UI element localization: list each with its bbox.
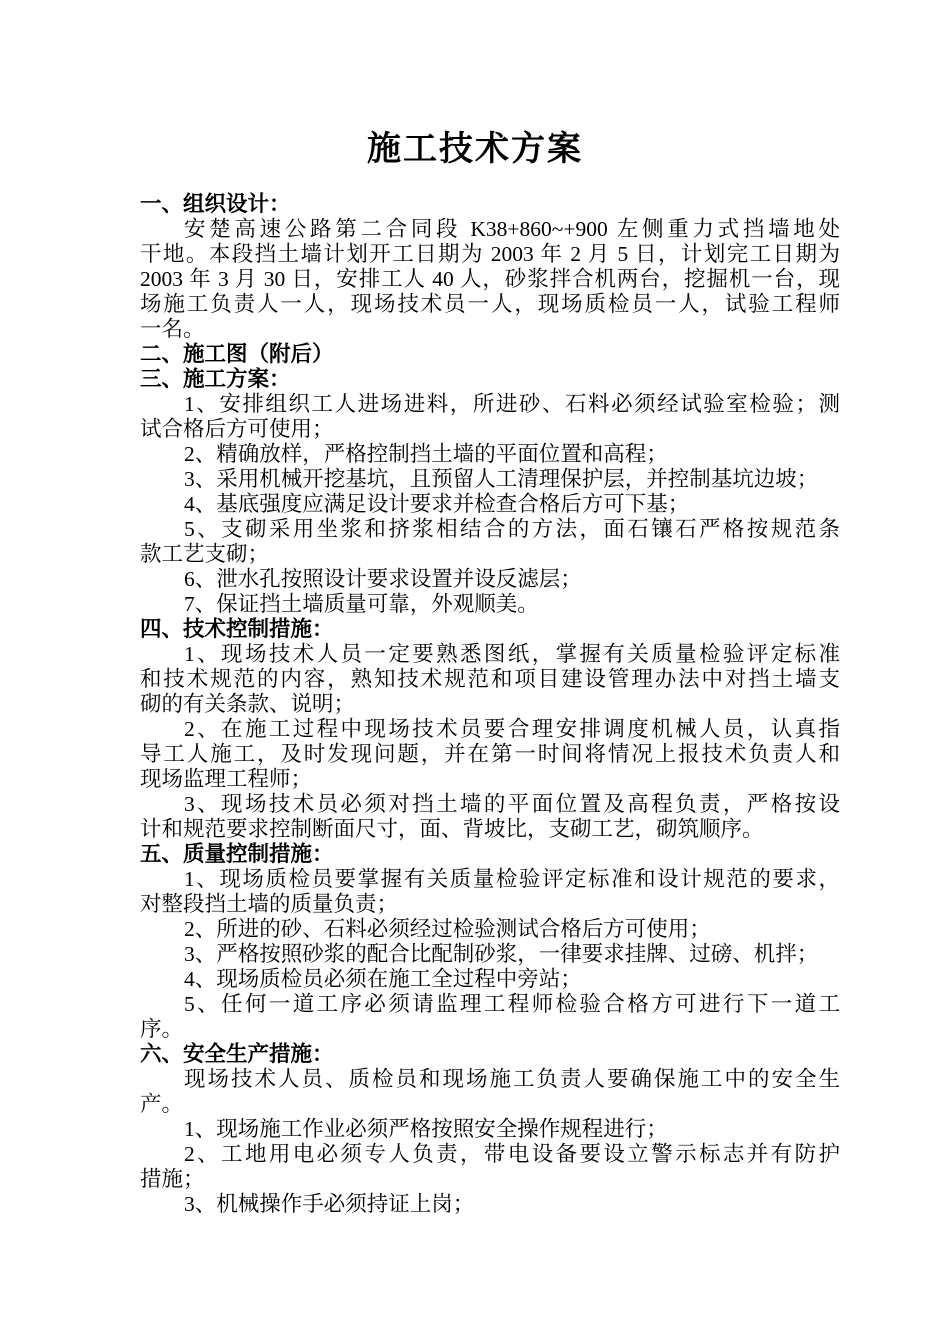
section-heading: 二、施工图（附后） bbox=[140, 342, 334, 366]
paragraph bbox=[140, 942, 840, 967]
text-line: 现场技术人员、质检员和现场施工负责人要确保施工中的安全生 bbox=[184, 1067, 840, 1091]
text-line: 1、现场技术人员一定要熟悉图纸，掌握有关质量检验评定标准 bbox=[184, 642, 840, 666]
text-line: 2003 年 3 月 30 日，安排工人 40 人，砂浆拌合机两台，挖掘机一台，现 bbox=[140, 267, 840, 291]
paragraph bbox=[140, 442, 840, 467]
text-line: 措施； bbox=[140, 1167, 205, 1191]
section-heading: 五、质量控制措施： bbox=[140, 842, 334, 866]
paragraph bbox=[140, 1192, 840, 1217]
paragraph bbox=[140, 867, 840, 917]
text-line: 安楚高速公路第二合同段 K38+860~+900 左侧重力式挡墙地处 bbox=[184, 217, 840, 241]
text-line: 导工人施工，及时发现问题，并在第一时间将情况上报技术负责人和 bbox=[140, 742, 840, 766]
document-body bbox=[140, 192, 840, 1217]
text-line: 一名。 bbox=[140, 317, 205, 341]
text-line: 1、安排组织工人进场进料，所进砂、石料必须经试验室检验；测 bbox=[184, 392, 840, 416]
text-line: 5、任何一道工序必须请监理工程师检验合格方可进行下一道工 bbox=[184, 992, 840, 1016]
text-line: 2、精确放样，严格控制挡土墙的平面位置和高程； bbox=[184, 442, 668, 466]
section bbox=[140, 367, 840, 617]
text-line: 7、保证挡土墙质量可靠，外观顺美。 bbox=[184, 592, 539, 616]
text-line: 对整段挡土墙的质量负责； bbox=[140, 892, 399, 916]
text-line: 干地。本段挡土墙计划开工日期为 2003 年 2 月 5 日，计划完工日期为 bbox=[140, 242, 840, 266]
paragraph bbox=[140, 792, 840, 842]
section bbox=[140, 342, 840, 367]
paragraph bbox=[140, 642, 840, 717]
document-title: 施工技术方案 bbox=[367, 131, 583, 168]
text-line: 计和规范要求控制断面尺寸，面、背坡比，支砌工艺，砌筑顺序。 bbox=[140, 817, 764, 841]
text-line: 序。 bbox=[140, 1017, 184, 1041]
text-line: 3、严格按照砂浆的配合比配制砂浆，一律要求挂牌、过磅、机拌； bbox=[184, 942, 819, 966]
text-line: 产。 bbox=[140, 1092, 184, 1116]
text-line: 3、现场技术员必须对挡土墙的平面位置及高程负责，严格按设 bbox=[184, 792, 840, 816]
section-heading: 三、施工方案： bbox=[140, 367, 291, 391]
paragraph bbox=[140, 392, 840, 442]
text-line: 场施工负责人一人，现场技术员一人，现场质检员一人，试验工程师 bbox=[140, 292, 840, 316]
paragraph bbox=[140, 467, 840, 492]
text-line: 2、工地用电必须专人负责，带电设备要设立警示标志并有防护 bbox=[184, 1142, 840, 1166]
section bbox=[140, 842, 840, 1042]
paragraph bbox=[140, 517, 840, 567]
paragraph bbox=[140, 217, 840, 342]
paragraph bbox=[140, 1067, 840, 1117]
text-line: 1、现场施工作业必须严格按照安全操作规程进行； bbox=[184, 1117, 668, 1141]
text-line: 款工艺支砌； bbox=[140, 542, 270, 566]
section bbox=[140, 617, 840, 842]
text-line: 4、现场质检员必须在施工全过程中旁站； bbox=[184, 967, 582, 991]
section-heading: 一、组织设计： bbox=[140, 192, 291, 216]
text-line: 4、基底强度应满足设计要求并检查合格后方可下基； bbox=[184, 492, 690, 516]
section-heading: 四、技术控制措施： bbox=[140, 617, 334, 641]
section-heading: 六、安全生产措施： bbox=[140, 1042, 334, 1066]
paragraph bbox=[140, 1117, 840, 1142]
text-line: 试合格后方可使用； bbox=[140, 417, 334, 441]
text-line: 5、支砌采用坐浆和挤浆相结合的方法，面石镶石严格按规范条 bbox=[184, 517, 840, 541]
text-line: 1、现场质检员要掌握有关质量检验评定标准和设计规范的要求， bbox=[184, 867, 840, 891]
paragraph bbox=[140, 917, 840, 942]
paragraph bbox=[140, 592, 840, 617]
text-line: 6、泄水孔按照设计要求设置并设反滤层； bbox=[184, 567, 582, 591]
paragraph bbox=[140, 1142, 840, 1192]
text-line: 3、机械操作手必须持证上岗； bbox=[184, 1192, 475, 1216]
paragraph bbox=[140, 567, 840, 592]
text-line: 2、在施工过程中现场技术员要合理安排调度机械人员，认真指 bbox=[184, 717, 840, 741]
section bbox=[140, 1042, 840, 1217]
paragraph bbox=[140, 492, 840, 517]
paragraph bbox=[140, 992, 840, 1042]
paragraph bbox=[140, 717, 840, 792]
text-line: 2、所进的砂、石料必须经过检验测试合格后方可使用； bbox=[184, 917, 711, 941]
text-line: 现场监理工程师； bbox=[140, 767, 313, 791]
text-line: 砌的有关条款、说明； bbox=[140, 692, 356, 716]
text-line: 和技术规范的内容，熟知技术规范和项目建设管理办法中对挡土墙支 bbox=[140, 667, 840, 691]
section bbox=[140, 192, 840, 342]
text-line: 3、采用机械开挖基坑，且预留人工清理保护层，并控制基坑边坡； bbox=[184, 467, 819, 491]
paragraph bbox=[140, 967, 840, 992]
